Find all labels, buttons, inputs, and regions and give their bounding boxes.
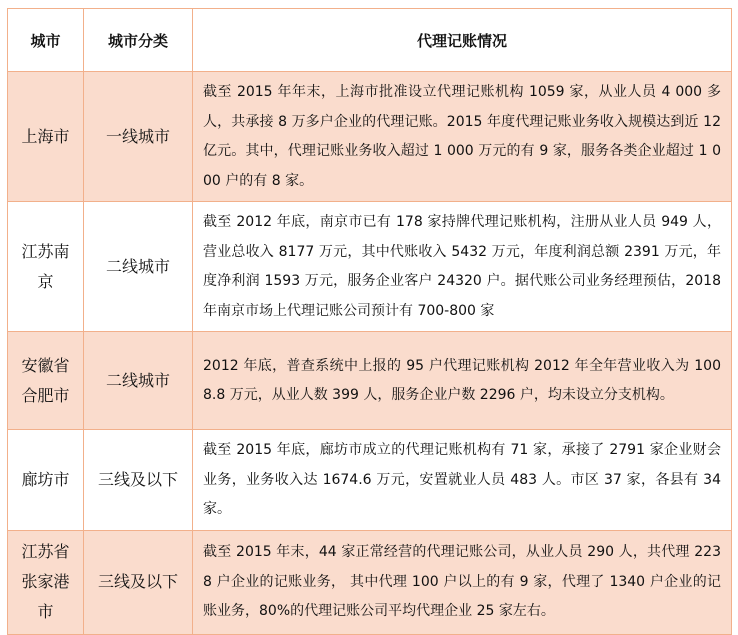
city-cell bbox=[8, 430, 84, 531]
city-name: 安徽省合肥市 bbox=[21, 355, 70, 405]
table-header bbox=[8, 9, 732, 72]
status-description: 截至 2015 年末，44 家正常经营的代理记账公司，从业人员 290 人，共代理 2238 户企业的记账业务， 其中代理 100 户以上的有 9 家，代理了 1340 户企业的记账业务，80%的代理记账公司平均代理企业 25 家左右。 bbox=[193, 530, 732, 634]
table-row bbox=[8, 202, 732, 332]
table-row bbox=[8, 530, 732, 634]
status-description: 2012 年底，普查系统中上报的 95 户代理记账机构 2012 年全年营业收入为 1008.8 万元，从业人数 399 人，服务企业户数 2296 户，均未设立分支机构。 bbox=[193, 332, 732, 430]
table-row bbox=[8, 332, 732, 430]
agency-bookkeeping-table bbox=[7, 8, 732, 635]
table-body bbox=[8, 72, 732, 635]
category-cell bbox=[84, 72, 193, 202]
agency-bookkeeping-table-container bbox=[7, 8, 731, 635]
table-row bbox=[8, 430, 732, 531]
city-name: 廊坊市 bbox=[21, 469, 70, 489]
city-category: 二线城市 bbox=[105, 370, 170, 390]
category-cell bbox=[84, 430, 193, 531]
header-category: 城市分类 bbox=[84, 9, 193, 72]
city-name: 江苏南京 bbox=[21, 241, 70, 291]
city-category: 三线及以下 bbox=[97, 572, 178, 591]
table-row bbox=[8, 72, 732, 202]
status-description: 截至 2015 年年末，上海市批准设立代理记账机构 1059 家，从业人员 4 000 多人，共承接 8 万多户企业的代理记账。2015 年度代理记账业务收入规模达到近 12 亿元。其中，代理记账业务收入超过 1 000 万元的有 9 家，服务各类企业超过 1 000 户的有 8 家。 bbox=[193, 72, 732, 202]
city-category: 二线城市 bbox=[105, 256, 170, 276]
category-cell bbox=[84, 530, 193, 634]
status-description: 截至 2015 年底，廊坊市成立的代理记账机构有 71 家，承接了 2791 家企业财会业务，业务收入达 1674.6 万元，安置就业人员 483 人。市区 37 家，各县有 34 家。 bbox=[193, 430, 732, 531]
status-description: 截至 2012 年底，南京市已有 178 家持牌代理记账机构，注册从业人员 949 人，营业总收入 8177 万元，其中代账收入 5432 万元，年度利润总额 2391 万元，年度净利润 1593 万元，服务企业客户 24320 户。据代账公司业务经理预估，2018 年南京市场上代理记账公司预计有 700-800 家 bbox=[193, 202, 732, 332]
city-cell bbox=[8, 530, 84, 634]
city-cell bbox=[8, 332, 84, 430]
category-cell bbox=[84, 202, 193, 332]
city-name: 上海市 bbox=[21, 126, 70, 146]
header-status: 代理记账情况 bbox=[193, 9, 732, 72]
city-category: 一线城市 bbox=[105, 126, 170, 146]
header-row bbox=[8, 9, 732, 72]
header-city: 城市 bbox=[8, 9, 84, 72]
city-cell bbox=[8, 72, 84, 202]
city-name: 江苏省张家港市 bbox=[21, 542, 70, 621]
city-category: 三线及以下 bbox=[97, 469, 178, 489]
category-cell bbox=[84, 332, 193, 430]
city-cell bbox=[8, 202, 84, 332]
